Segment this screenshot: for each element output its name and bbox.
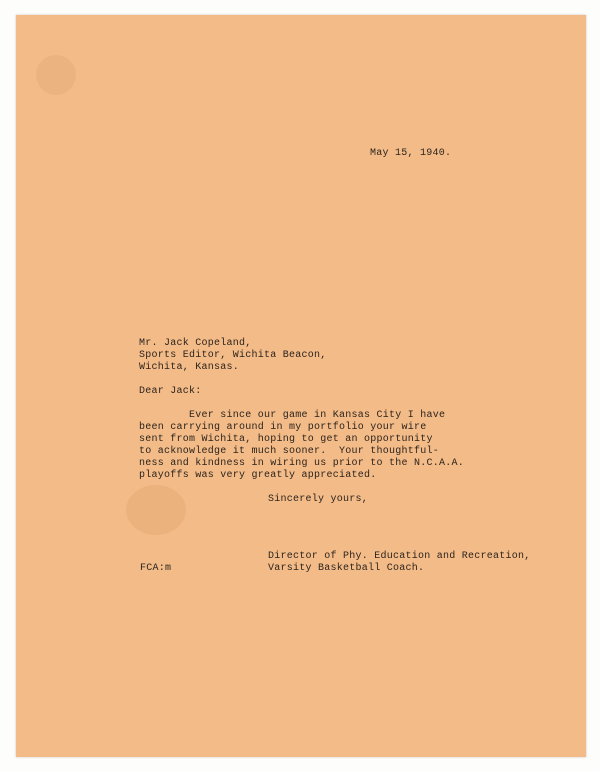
body-line: playoffs was very greatly appreciated. <box>139 470 377 481</box>
paper-stain <box>126 485 186 535</box>
recipient-name: Mr. Jack Copeland, <box>139 338 252 349</box>
recipient-city: Wichita, Kansas. <box>139 362 240 373</box>
letter-date: May 15, 1940. <box>370 148 452 159</box>
typist-initials: FCA:m <box>140 563 172 574</box>
paper-stain <box>36 55 76 95</box>
body-line: ness and kindness in wiring us prior to the N.C.A.A. <box>139 458 465 469</box>
body-line: been carrying around in my portfolio your wire <box>139 422 427 433</box>
body-line: Ever since our game in Kansas City I have <box>189 410 446 421</box>
body-line: sent from Wichita, hoping to get an opportunity <box>139 434 433 445</box>
signature-title-line: Varsity Basketball Coach. <box>268 563 425 574</box>
signature-title-line: Director of Phy. Education and Recreation, <box>268 551 531 562</box>
salutation: Dear Jack: <box>139 386 202 397</box>
body-line: to acknowledge it much sooner. Your thoughtful- <box>139 446 440 457</box>
letter-sheet <box>16 15 586 757</box>
closing: Sincerely yours, <box>268 494 369 505</box>
recipient-title: Sports Editor, Wichita Beacon, <box>139 350 327 361</box>
